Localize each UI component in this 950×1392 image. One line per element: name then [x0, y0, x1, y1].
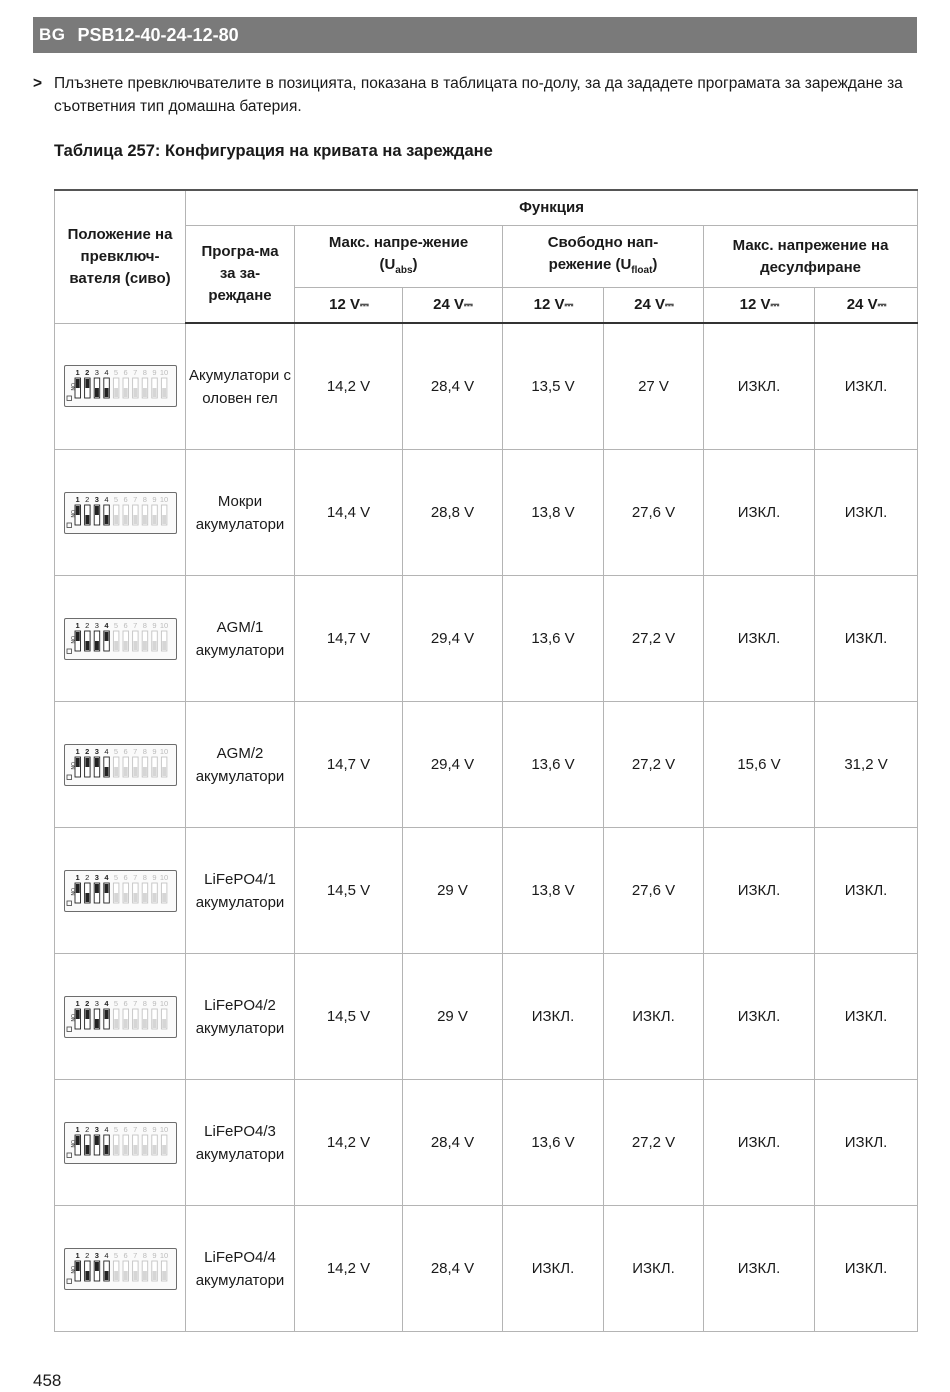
- float-24v-cell: 27 V: [604, 323, 704, 450]
- svg-text:2: 2: [84, 746, 89, 756]
- svg-text:3: 3: [94, 494, 99, 504]
- float-12v-cell: ИЗКЛ.: [503, 1206, 604, 1332]
- svg-text:9: 9: [151, 494, 156, 504]
- svg-text:5: 5: [113, 746, 118, 756]
- float-12v-cell: 13,5 V: [503, 323, 604, 450]
- abs-12v-cell: 14,2 V: [295, 1206, 403, 1332]
- svg-text:2: 2: [84, 1124, 89, 1134]
- desulf-24v-cell: ИЗКЛ.: [815, 323, 918, 450]
- svg-text:1: 1: [75, 872, 80, 882]
- desulf-24v-cell: ИЗКЛ.: [815, 954, 918, 1080]
- dip-switch-icon: [64, 744, 177, 786]
- svg-text:6: 6: [123, 1250, 128, 1260]
- svg-text:3: 3: [94, 746, 99, 756]
- svg-text:4: 4: [103, 1250, 108, 1260]
- svg-text:ON: ON: [68, 1139, 75, 1147]
- svg-text:3: 3: [94, 1250, 99, 1260]
- table-row: [55, 828, 918, 954]
- svg-text:5: 5: [113, 1124, 118, 1134]
- abs-12v-cell: 14,5 V: [295, 954, 403, 1080]
- svg-text:7: 7: [132, 872, 137, 882]
- header-abs-24v: 24 V⎓: [403, 288, 503, 324]
- svg-text:3: 3: [94, 998, 99, 1008]
- svg-text:5: 5: [113, 494, 118, 504]
- abs-12v-cell: 14,5 V: [295, 828, 403, 954]
- dip-switch-graphic: [65, 493, 175, 532]
- dip-switch-icon: [64, 492, 177, 534]
- document-title: PSB12-40-24-12-80: [77, 24, 239, 45]
- svg-text:10: 10: [159, 998, 168, 1008]
- svg-text:ON: ON: [68, 635, 75, 643]
- desulf-24v-cell: ИЗКЛ.: [815, 576, 918, 702]
- svg-text:7: 7: [132, 998, 137, 1008]
- svg-text:ON: ON: [68, 509, 75, 517]
- table-row: [55, 576, 918, 702]
- float-24v-cell: 27,6 V: [604, 828, 704, 954]
- desulf-12v-cell: ИЗКЛ.: [704, 323, 815, 450]
- program-cell: LiFePO4/2 акумулатори: [186, 954, 295, 1080]
- svg-text:5: 5: [113, 998, 118, 1008]
- table-row: [55, 323, 918, 450]
- dip-switch-graphic: [65, 871, 175, 910]
- svg-text:6: 6: [123, 620, 128, 630]
- switch-cell: [55, 1206, 186, 1332]
- svg-text:4: 4: [103, 620, 108, 630]
- svg-text:3: 3: [94, 368, 99, 378]
- desulf-12v-cell: 15,6 V: [704, 702, 815, 828]
- desulf-12v-cell: ИЗКЛ.: [704, 1206, 815, 1332]
- svg-text:5: 5: [113, 368, 118, 378]
- desulf-24v-cell: ИЗКЛ.: [815, 1206, 918, 1332]
- switch-cell: [55, 323, 186, 450]
- dip-switch-graphic: [65, 745, 175, 784]
- svg-text:5: 5: [113, 1250, 118, 1260]
- svg-text:8: 8: [142, 494, 147, 504]
- svg-text:4: 4: [103, 494, 108, 504]
- svg-text:10: 10: [159, 1250, 168, 1260]
- abs-24v-cell: 29,4 V: [403, 576, 503, 702]
- program-cell: Акумулатори с оловен гел: [186, 323, 295, 450]
- svg-text:1: 1: [75, 494, 80, 504]
- program-cell: AGM/2 акумулатори: [186, 702, 295, 828]
- header-bar: [33, 17, 917, 53]
- abs-24v-cell: 28,4 V: [403, 1206, 503, 1332]
- svg-text:4: 4: [103, 746, 108, 756]
- svg-text:8: 8: [142, 1250, 147, 1260]
- svg-text:ON: ON: [68, 1265, 75, 1273]
- svg-text:4: 4: [103, 1124, 108, 1134]
- svg-text:7: 7: [132, 1124, 137, 1134]
- svg-text:2: 2: [84, 494, 89, 504]
- language-code: BG: [39, 25, 66, 44]
- header-float-24v: 24 V⎓: [604, 288, 704, 324]
- svg-text:1: 1: [75, 998, 80, 1008]
- table-row: [55, 1080, 918, 1206]
- abs-12v-cell: 14,7 V: [295, 702, 403, 828]
- abs-12v-cell: 14,2 V: [295, 323, 403, 450]
- header-program: Програ-ма за за-реждане: [186, 226, 295, 324]
- dip-switch-graphic: [65, 619, 175, 658]
- svg-text:1: 1: [75, 368, 80, 378]
- svg-text:2: 2: [84, 368, 89, 378]
- svg-text:10: 10: [159, 1124, 168, 1134]
- program-cell: LiFePO4/3 акумулатори: [186, 1080, 295, 1206]
- header-float-voltage: Свободно нап-режение $(U_{float})$: [503, 226, 704, 288]
- svg-text:7: 7: [132, 494, 137, 504]
- header-switch-position: Положение на превключ-вателя (сиво): [55, 190, 186, 323]
- instruction-text: Плъзнете превключвателите в позицията, показана в таблицата по-долу, за да зададете програмата за зареждане за съответния тип домашна батерия.: [54, 75, 903, 115]
- header-float-12v: 12 V⎓: [503, 288, 604, 324]
- svg-text:10: 10: [159, 746, 168, 756]
- abs-12v-cell: 14,7 V: [295, 576, 403, 702]
- float-24v-cell: ИЗКЛ.: [604, 1206, 704, 1332]
- svg-text:1: 1: [75, 1250, 80, 1260]
- header-desulf-24v: 24 V⎓: [815, 288, 918, 324]
- float-12v-cell: 13,6 V: [503, 576, 604, 702]
- dip-switch-graphic: [65, 366, 175, 405]
- svg-text:3: 3: [94, 872, 99, 882]
- abs-24v-cell: 28,4 V: [403, 1080, 503, 1206]
- float-24v-cell: ИЗКЛ.: [604, 954, 704, 1080]
- switch-cell: [55, 450, 186, 576]
- svg-text:6: 6: [123, 1124, 128, 1134]
- svg-text:7: 7: [132, 1250, 137, 1260]
- svg-text:3: 3: [94, 620, 99, 630]
- abs-24v-cell: 29 V: [403, 828, 503, 954]
- switch-cell: [55, 828, 186, 954]
- svg-text:9: 9: [151, 998, 156, 1008]
- svg-text:10: 10: [159, 494, 168, 504]
- desulf-12v-cell: ИЗКЛ.: [704, 450, 815, 576]
- instruction: [33, 72, 913, 118]
- svg-text:1: 1: [75, 620, 80, 630]
- dip-switch-graphic: [65, 1249, 175, 1288]
- svg-text:9: 9: [151, 872, 156, 882]
- float-24v-cell: 27,2 V: [604, 702, 704, 828]
- float-12v-cell: 13,8 V: [503, 828, 604, 954]
- svg-text:10: 10: [159, 872, 168, 882]
- dip-switch-graphic: [65, 997, 175, 1036]
- svg-text:8: 8: [142, 998, 147, 1008]
- program-cell: LiFePO4/4 акумулатори: [186, 1206, 295, 1332]
- table-row: [55, 1206, 918, 1332]
- abs-24v-cell: 28,8 V: [403, 450, 503, 576]
- svg-text:8: 8: [142, 1124, 147, 1134]
- header-desulfation-voltage: Макс. напрежение на десулфиране: [704, 226, 918, 288]
- svg-text:9: 9: [151, 620, 156, 630]
- svg-text:6: 6: [123, 746, 128, 756]
- svg-text:1: 1: [75, 746, 80, 756]
- svg-text:6: 6: [123, 872, 128, 882]
- svg-text:10: 10: [159, 620, 168, 630]
- header-abs-12v: 12 V⎓: [295, 288, 403, 324]
- float-12v-cell: 13,8 V: [503, 450, 604, 576]
- dip-switch-icon: [64, 365, 177, 407]
- dip-switch-icon: [64, 618, 177, 660]
- switch-cell: [55, 1080, 186, 1206]
- table-caption: Таблица 257: Конфигурация на кривата на зареждане: [54, 142, 493, 160]
- table-row: [55, 702, 918, 828]
- svg-text:2: 2: [84, 998, 89, 1008]
- desulf-12v-cell: ИЗКЛ.: [704, 1080, 815, 1206]
- svg-text:6: 6: [123, 494, 128, 504]
- svg-text:ON: ON: [68, 1013, 75, 1021]
- svg-text:6: 6: [123, 368, 128, 378]
- svg-text:8: 8: [142, 368, 147, 378]
- svg-text:3: 3: [94, 1124, 99, 1134]
- desulf-24v-cell: ИЗКЛ.: [815, 1080, 918, 1206]
- desulf-24v-cell: ИЗКЛ.: [815, 450, 918, 576]
- svg-text:9: 9: [151, 746, 156, 756]
- svg-text:2: 2: [84, 872, 89, 882]
- svg-text:1: 1: [75, 1124, 80, 1134]
- dip-switch-graphic: [65, 1123, 175, 1162]
- switch-cell: [55, 576, 186, 702]
- switch-cell: [55, 954, 186, 1080]
- table-row: [55, 954, 918, 1080]
- svg-text:9: 9: [151, 1250, 156, 1260]
- dip-switch-icon: [64, 996, 177, 1038]
- header-max-voltage: Макс. напре-жение $(U_{abs})$: [295, 226, 503, 288]
- float-24v-cell: 27,6 V: [604, 450, 704, 576]
- charging-curve-table: [54, 189, 918, 1332]
- bullet-marker: >: [33, 75, 43, 92]
- desulf-12v-cell: ИЗКЛ.: [704, 954, 815, 1080]
- header-function: Функция: [186, 190, 918, 226]
- float-12v-cell: ИЗКЛ.: [503, 954, 604, 1080]
- page-number: 458: [33, 1371, 62, 1390]
- svg-text:5: 5: [113, 620, 118, 630]
- svg-text:8: 8: [142, 746, 147, 756]
- svg-text:7: 7: [132, 368, 137, 378]
- svg-text:9: 9: [151, 1124, 156, 1134]
- float-12v-cell: 13,6 V: [503, 1080, 604, 1206]
- float-24v-cell: 27,2 V: [604, 576, 704, 702]
- svg-text:ON: ON: [68, 887, 75, 895]
- desulf-12v-cell: ИЗКЛ.: [704, 576, 815, 702]
- program-cell: AGM/1 акумулатори: [186, 576, 295, 702]
- abs-24v-cell: 29,4 V: [403, 702, 503, 828]
- abs-24v-cell: 28,4 V: [403, 323, 503, 450]
- float-12v-cell: 13,6 V: [503, 702, 604, 828]
- abs-12v-cell: 14,4 V: [295, 450, 403, 576]
- svg-text:7: 7: [132, 746, 137, 756]
- svg-text:4: 4: [103, 368, 108, 378]
- abs-24v-cell: 29 V: [403, 954, 503, 1080]
- switch-cell: [55, 702, 186, 828]
- svg-text:4: 4: [103, 998, 108, 1008]
- desulf-12v-cell: ИЗКЛ.: [704, 828, 815, 954]
- svg-text:4: 4: [103, 872, 108, 882]
- desulf-24v-cell: 31,2 V: [815, 702, 918, 828]
- svg-text:10: 10: [159, 368, 168, 378]
- abs-12v-cell: 14,2 V: [295, 1080, 403, 1206]
- svg-text:8: 8: [142, 620, 147, 630]
- dip-switch-icon: [64, 1248, 177, 1290]
- svg-text:5: 5: [113, 872, 118, 882]
- svg-text:2: 2: [84, 620, 89, 630]
- svg-text:ON: ON: [68, 383, 75, 391]
- program-cell: LiFePO4/1 акумулатори: [186, 828, 295, 954]
- table-row: [55, 450, 918, 576]
- dip-switch-icon: [64, 870, 177, 912]
- program-cell: Мокри акумулатори: [186, 450, 295, 576]
- svg-text:ON: ON: [68, 761, 75, 769]
- svg-text:7: 7: [132, 620, 137, 630]
- dip-switch-icon: [64, 1122, 177, 1164]
- svg-text:6: 6: [123, 998, 128, 1008]
- svg-text:8: 8: [142, 872, 147, 882]
- float-24v-cell: 27,2 V: [604, 1080, 704, 1206]
- svg-text:2: 2: [84, 1250, 89, 1260]
- header-desulf-12v: 12 V⎓: [704, 288, 815, 324]
- svg-text:9: 9: [151, 368, 156, 378]
- desulf-24v-cell: ИЗКЛ.: [815, 828, 918, 954]
